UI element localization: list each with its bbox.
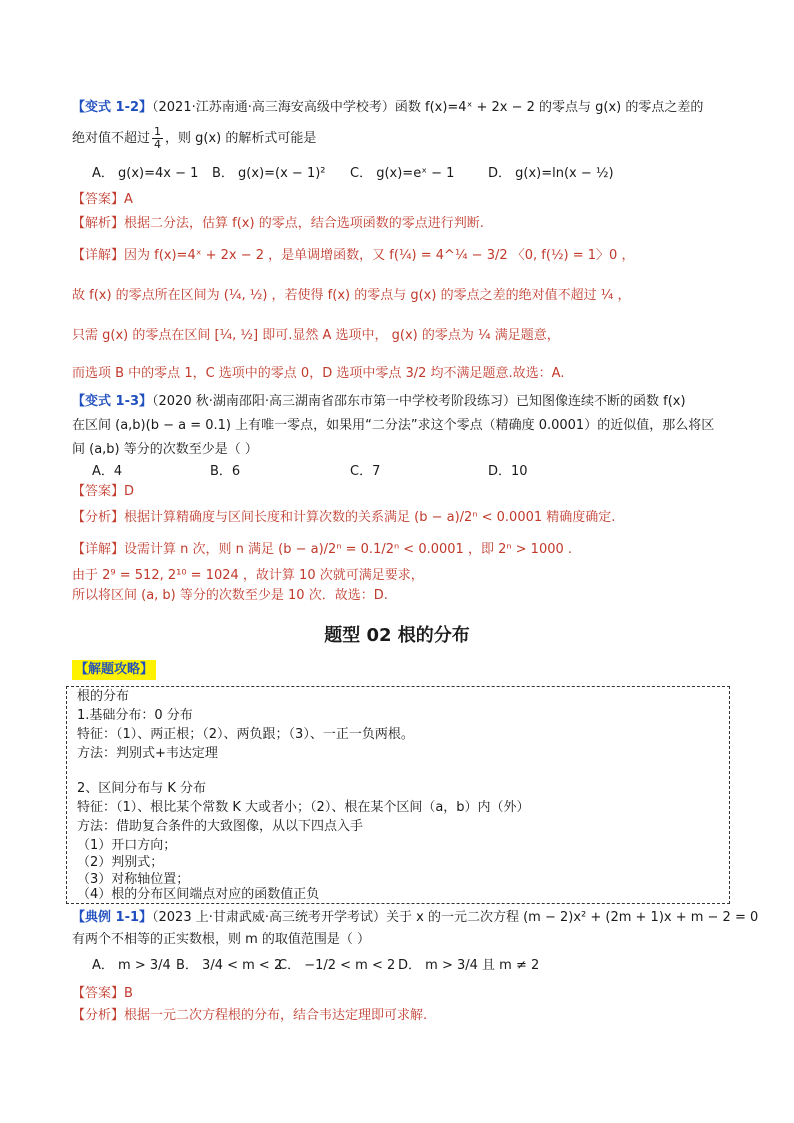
choice-a: A． g(x)=4x − 1 bbox=[92, 166, 199, 181]
choice-d: D． m > 3/4 且 m ≠ 2 bbox=[398, 958, 540, 973]
choice-b: B． g(x)=(x − 1)² bbox=[212, 166, 326, 181]
example-1-1-line-1 bbox=[72, 908, 759, 928]
answer-value: A bbox=[124, 192, 133, 207]
detail-line-3: 所以将区间 (a, b) 等分的次数至少是 10 次．故选：D. bbox=[72, 588, 388, 603]
question-1-2-line-2 bbox=[72, 126, 732, 151]
analysis-tag: 【解析】 bbox=[72, 216, 125, 231]
analysis-text: 根据计算精确度与区间长度和计算次数的关系满足 (b − a)/2ⁿ < 0.0001 精确度确定. bbox=[124, 510, 616, 525]
example-1-1-line-2: 有两个不相等的正实数根，则 m 的取值范围是（ ） bbox=[72, 932, 371, 947]
answer-tag: 【答案】 bbox=[72, 484, 125, 499]
question-text: （2020 秋·湖南邵阳·高三湖南省邵东市第一中学校考阶段练习）已知图像连续不断的函数 f(x) bbox=[152, 394, 686, 409]
question-1-3-line-1 bbox=[72, 392, 732, 412]
detail-tag: 【详解】 bbox=[72, 248, 125, 263]
question-1-3-line-2: 在区间 (a,b)(b − a = 0.1) 上有唯一零点，如果用“二分法”求这个零点（精确度 0.0001）的近似值，那么将区 bbox=[72, 418, 715, 433]
strategy-box bbox=[66, 686, 730, 904]
question-text: （2021·江苏南通·高三海安高级中学校考）函数 f(x)=4ˣ + 2x − 2 的零点与 g(x) 的零点之差的 bbox=[152, 100, 704, 115]
box-line: （4）根的分布区间端点对应的函数值正负 bbox=[77, 887, 320, 902]
box-line: 2、区间分布与 K 分布 bbox=[77, 781, 207, 796]
question-text: ，则 g(x) 的解析式可能是 bbox=[165, 131, 317, 146]
box-line: 特征：（1）、根比某个常数 K 大或者小；（2）、根在某个区间（a，b）内（外） bbox=[77, 800, 530, 815]
analysis-tag: 【分析】 bbox=[72, 1008, 125, 1023]
answer-tag: 【答案】 bbox=[72, 986, 125, 1001]
strategy-tag: 【解题攻略】 bbox=[72, 660, 156, 680]
box-line: （2）判别式； bbox=[77, 855, 164, 870]
choice-d: D．10 bbox=[488, 464, 528, 479]
question-1-2-line-1 bbox=[72, 98, 732, 118]
detail-tag: 【详解】 bbox=[72, 542, 125, 557]
question-1-3-line-3: 间 (a,b) 等分的次数至少是（ ） bbox=[72, 442, 258, 457]
fraction: $\frac{1}{4}$ bbox=[154, 125, 162, 151]
detail-text: 设需计算 n 次，则 n 满足 (b − a)/2ⁿ = 0.1/2ⁿ < 0.0001 ，即 2ⁿ > 1000 . bbox=[124, 542, 573, 557]
question-tag: 【变式 1-2】 bbox=[72, 100, 153, 115]
box-line: （1）开口方向； bbox=[77, 838, 177, 853]
detail-line-2: 由于 2⁹ = 512, 2¹⁰ = 1024 ，故计算 10 次就可满足要求， bbox=[72, 568, 424, 583]
choice-c: C．7 bbox=[350, 464, 381, 479]
choice-d: D． g(x)=ln(x − ½) bbox=[488, 166, 614, 181]
detail-line-4: 而选项 B 中的零点 1，C 选项中的零点 0，D 选项中零点 3/2 均不满足题意.故选：A. bbox=[72, 366, 565, 381]
section-title: 题型 02 根的分布 bbox=[324, 625, 470, 646]
analysis-line bbox=[72, 214, 732, 234]
detail-text: 因为 f(x)=4ˣ + 2x − 2 ，是单调增函数，又 f(¼) = 4^¼ − 3/2 〈0, f(½) = 1〉0 ， bbox=[124, 248, 635, 263]
answer-line bbox=[72, 984, 732, 1004]
box-line: （3）对称轴位置； bbox=[77, 872, 190, 887]
analysis-tag: 【分析】 bbox=[72, 510, 125, 525]
analysis-line bbox=[72, 508, 732, 528]
detail-line-1 bbox=[72, 540, 732, 560]
question-text: （2023 上·甘肃武威·高三统考开学考试）关于 x 的一元二次方程 (m − 2)x² + (2m + 1)x + m − 2 = 0 bbox=[152, 910, 759, 925]
answer-line bbox=[72, 190, 732, 210]
answer-value: D bbox=[124, 484, 135, 499]
box-line: 特征：（1）、两正根；（2）、两负跟；（3）、一正一负两根。 bbox=[77, 727, 414, 742]
question-tag: 【典例 1-1】 bbox=[72, 910, 153, 925]
answer-tag: 【答案】 bbox=[72, 192, 125, 207]
analysis-line bbox=[72, 1006, 732, 1026]
detail-line-3: 只需 g(x) 的零点在区间 [¼, ½] 即可.显然 A 选项中， g(x) 的零点为 ¼ 满足题意， bbox=[72, 328, 560, 343]
box-line: 根的分布 bbox=[77, 689, 130, 704]
box-line: 方法：借助复合条件的大致图像，从以下四点入手 bbox=[77, 819, 364, 834]
answer-line bbox=[72, 482, 732, 502]
analysis-text: 根据二分法，估算 f(x) 的零点，结合选项函数的零点进行判断. bbox=[124, 216, 484, 231]
choice-b: B． 3/4 < m < 2 bbox=[176, 958, 283, 973]
choice-c: C． g(x)=eˣ − 1 bbox=[350, 166, 455, 181]
analysis-text: 根据一元二次方程根的分布，结合韦达定理即可求解. bbox=[124, 1008, 428, 1023]
choice-a: A． m > 3/4 bbox=[92, 958, 171, 973]
choice-a: A．4 bbox=[92, 464, 123, 479]
detail-line-1 bbox=[72, 246, 732, 266]
question-text: 绝对值不超过 bbox=[72, 131, 151, 146]
box-line: 1.基础分布：0 分布 bbox=[77, 708, 193, 723]
box-line: 方法：判别式+韦达定理 bbox=[77, 746, 218, 761]
answer-value: B bbox=[124, 986, 133, 1001]
question-tag: 【变式 1-3】 bbox=[72, 394, 153, 409]
detail-line-2: 故 f(x) 的零点所在区间为 (¼, ½) ，若使得 f(x) 的零点与 g(x) 的零点之差的绝对值不超过 ¼ ， bbox=[72, 288, 631, 303]
choice-b: B．6 bbox=[210, 464, 241, 479]
choice-c: C． −1/2 < m < 2 bbox=[278, 958, 396, 973]
